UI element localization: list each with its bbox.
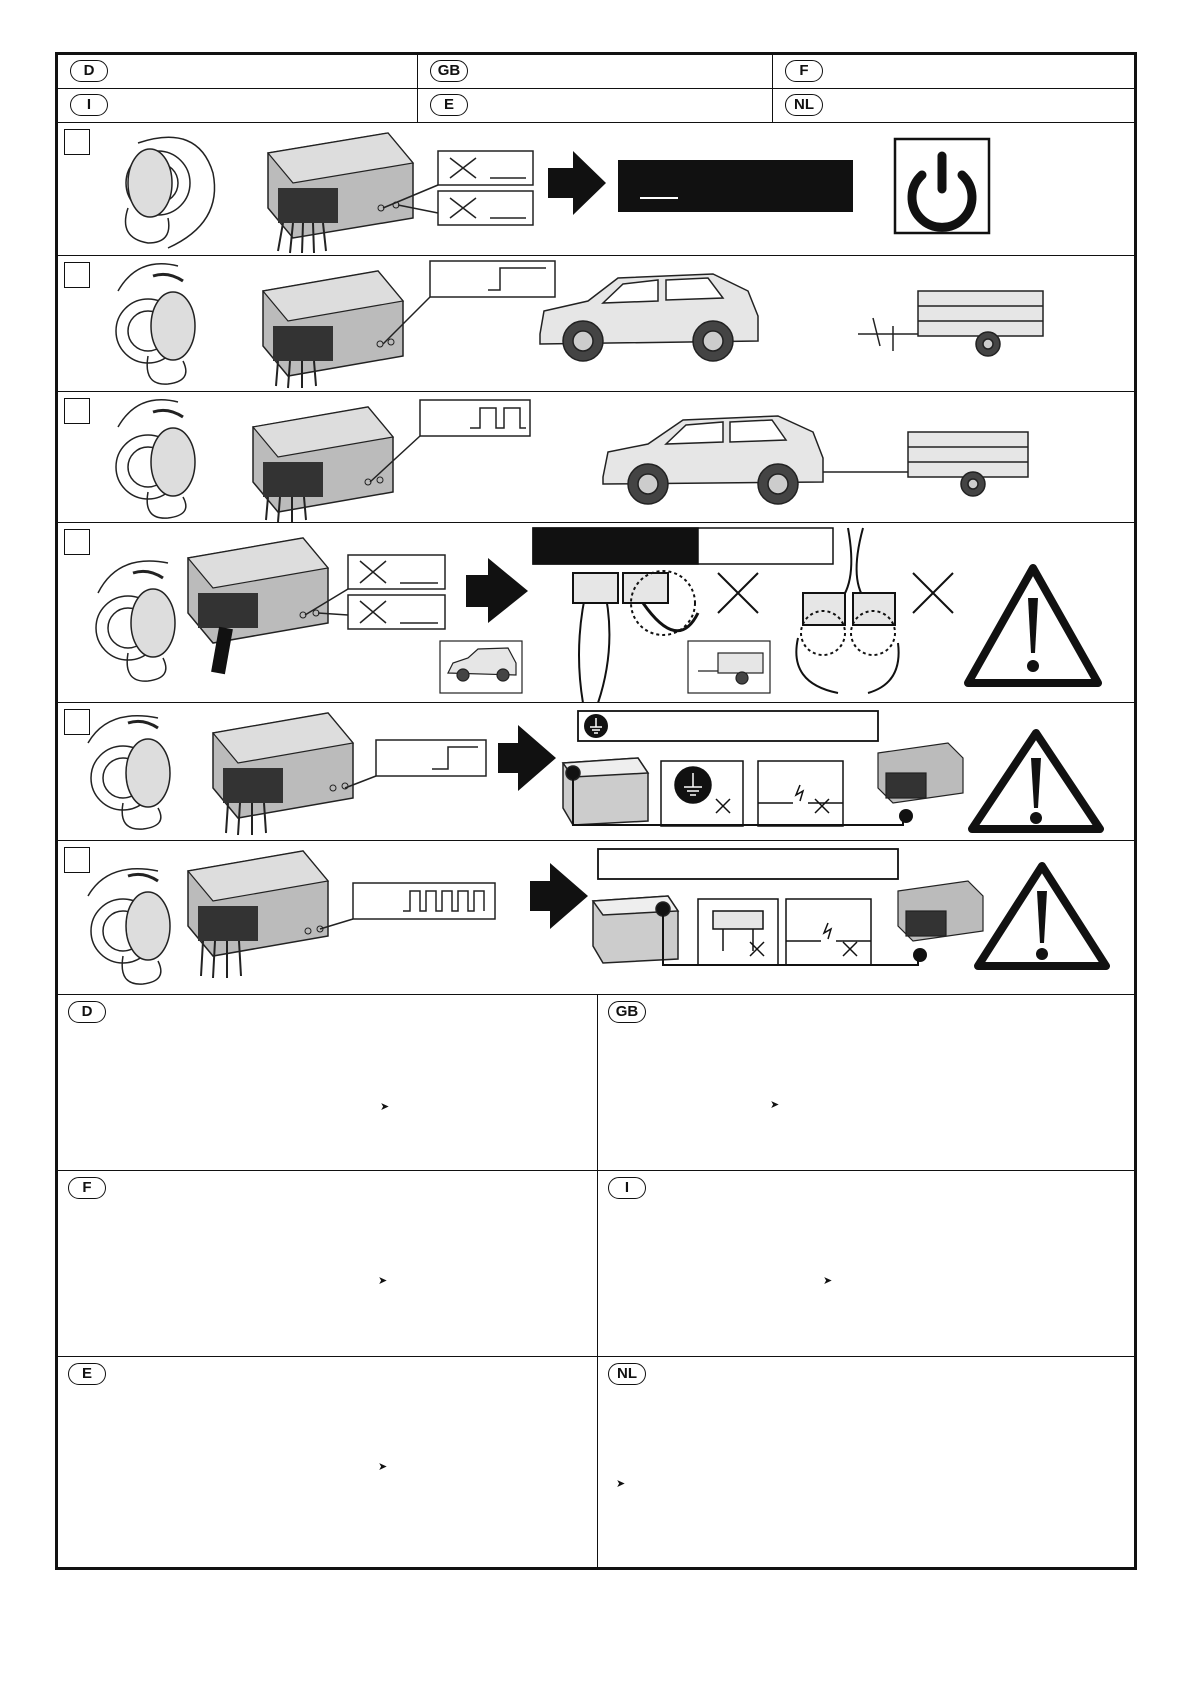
ignition-key-on-icon <box>116 400 195 518</box>
led-on-indicator <box>383 261 555 344</box>
led-fast-blinking-indicator <box>320 883 495 929</box>
car-icon <box>540 274 758 361</box>
short-circuit-icon <box>786 899 871 965</box>
warning-triangle-icon <box>972 733 1100 829</box>
led-blinking-indicator <box>370 400 530 482</box>
text-section-f <box>58 1171 598 1357</box>
text-section-e <box>58 1357 598 1567</box>
lang-badge-f: F <box>68 1177 106 1199</box>
text-section-nl <box>598 1357 1134 1567</box>
lang-badge-d: D <box>68 1001 106 1023</box>
ignition-key-on-icon <box>88 716 170 829</box>
led-off-indicator-2 <box>398 191 533 225</box>
arrow-right-icon: ➤ <box>380 1101 390 1113</box>
warning-triangle-icon <box>968 568 1098 683</box>
status-bar-black <box>618 160 853 212</box>
step-3 <box>58 392 1134 523</box>
step-4-illustration <box>58 523 1134 703</box>
lang-badge-e: E <box>430 94 468 116</box>
text-section-d <box>58 995 598 1171</box>
small-trailer-thumbnail-icon <box>688 641 770 693</box>
lang-cell-nl <box>773 89 1134 122</box>
arrow-right-icon: ➤ <box>823 1275 833 1287</box>
step-3-illustration <box>58 392 1134 523</box>
status-bar-half <box>533 528 833 564</box>
control-module-icon <box>188 851 328 978</box>
fuse-warning-bar <box>598 849 898 879</box>
lang-cell-e <box>418 89 773 122</box>
step-4 <box>58 523 1134 703</box>
control-module-icon <box>253 407 393 522</box>
ignition-key-on-icon <box>88 869 170 984</box>
control-module-icon <box>263 271 403 388</box>
control-module-icon <box>188 538 328 673</box>
arrow-right-icon <box>498 725 556 791</box>
lang-badge-gb: GB <box>430 60 468 82</box>
step-1-illustration <box>58 123 1134 256</box>
arrow-right-icon <box>466 558 528 623</box>
step-5 <box>58 703 1134 841</box>
lang-badge-gb: GB <box>608 1001 646 1023</box>
arrow-right-icon <box>548 151 606 215</box>
lang-cell-gb <box>418 55 773 88</box>
step-2 <box>58 256 1134 392</box>
lang-cell-d <box>58 55 418 88</box>
lang-badge-i: I <box>70 94 108 116</box>
lang-badge-f: F <box>785 60 823 82</box>
led-on-indicator <box>345 740 486 788</box>
instruction-sheet-frame <box>55 52 1137 1570</box>
lang-badge-d: D <box>70 60 108 82</box>
led-off-indicator-2 <box>318 595 445 629</box>
lang-cell-f <box>773 55 1134 88</box>
text-section-i <box>598 1171 1134 1357</box>
step-2-illustration <box>58 256 1134 392</box>
arrow-right-icon: ➤ <box>616 1478 626 1490</box>
step-6 <box>58 841 1134 995</box>
arrow-right-icon: ➤ <box>378 1461 388 1473</box>
battery-icon <box>593 896 678 963</box>
car-with-trailer-icon <box>603 416 1028 504</box>
ground-symbol-icon <box>661 761 743 826</box>
control-module-icon <box>268 133 413 253</box>
arrow-right-icon: ➤ <box>378 1275 388 1287</box>
step-1 <box>58 123 1134 256</box>
ignition-key-on-icon <box>116 264 195 384</box>
power-icon <box>895 139 989 233</box>
arrow-right-icon: ➤ <box>770 1099 780 1111</box>
lang-badge-e: E <box>68 1363 106 1385</box>
ignition-key-on-icon <box>96 561 175 681</box>
text-section-gb <box>598 995 1134 1171</box>
ground-warning-bar <box>578 711 878 741</box>
ignition-key-off-icon <box>126 137 215 248</box>
lang-badge-nl: NL <box>785 94 823 116</box>
battery-icon <box>563 758 648 825</box>
lang-badge-i: I <box>608 1177 646 1199</box>
step-6-illustration <box>58 841 1134 995</box>
fuse-icon <box>698 899 778 965</box>
short-circuit-icon <box>758 761 843 826</box>
small-car-thumbnail-icon <box>440 641 522 693</box>
arrow-right-icon <box>530 863 588 929</box>
trailer-icon <box>858 291 1043 356</box>
control-module-small-icon <box>878 743 963 803</box>
step-5-illustration <box>58 703 1134 841</box>
control-module-small-icon <box>898 881 983 941</box>
language-header-row-1 <box>58 55 1134 89</box>
control-module-icon <box>213 713 353 835</box>
warning-triangle-icon <box>978 866 1106 966</box>
language-header-row-2 <box>58 89 1134 123</box>
lang-cell-i <box>58 89 418 122</box>
lang-badge-nl: NL <box>608 1363 646 1385</box>
